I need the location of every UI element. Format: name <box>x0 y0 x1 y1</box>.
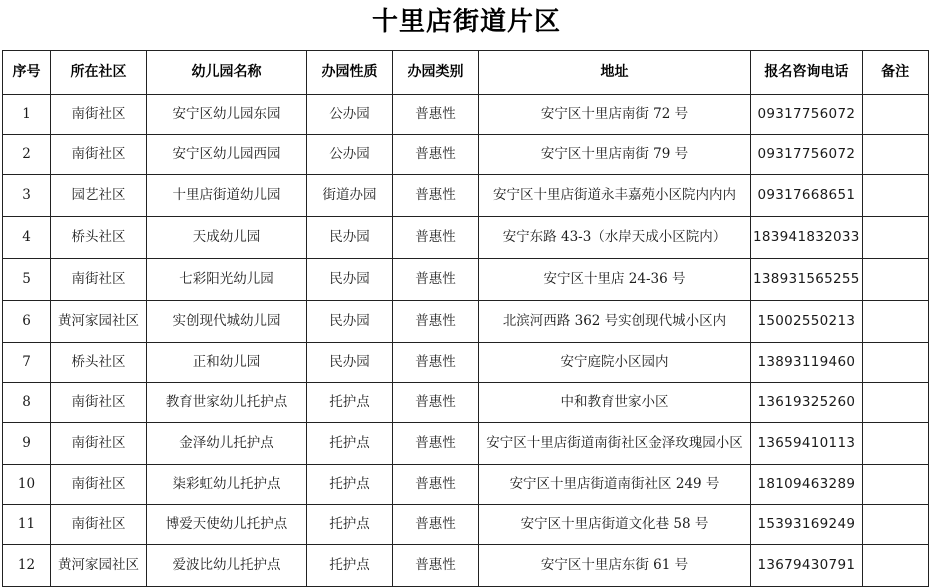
cell-address: 安宁区十里店街道南街社区 249 号 <box>479 465 751 505</box>
cell-remark <box>862 175 928 217</box>
cell-address: 安宁区十里店街道南街社区金泽玫瑰园小区 <box>479 423 751 465</box>
cell-index: 5 <box>3 259 51 301</box>
cell-phone: 15002550213 <box>751 301 863 343</box>
cell-phone: 09317756072 <box>751 95 863 135</box>
cell-nature: 民办园 <box>307 343 393 383</box>
header-community: 所在社区 <box>51 51 147 95</box>
table-row <box>3 301 929 343</box>
cell-phone: 15393169249 <box>751 505 863 545</box>
cell-nature: 托护点 <box>307 423 393 465</box>
cell-address: 安宁区十里店 24-36 号 <box>479 259 751 301</box>
cell-community: 南街社区 <box>51 259 147 301</box>
cell-community: 南街社区 <box>51 383 147 423</box>
cell-nature: 托护点 <box>307 383 393 423</box>
table-row <box>3 135 929 175</box>
table-row <box>3 175 929 217</box>
cell-index: 3 <box>3 175 51 217</box>
cell-remark <box>862 135 928 175</box>
cell-phone: 13619325260 <box>751 383 863 423</box>
cell-category: 普惠性 <box>393 465 479 505</box>
cell-remark <box>862 301 928 343</box>
cell-remark <box>862 465 928 505</box>
cell-index: 1 <box>3 95 51 135</box>
header-name: 幼儿园名称 <box>147 51 307 95</box>
cell-nature: 托护点 <box>307 505 393 545</box>
cell-community: 桥头社区 <box>51 217 147 259</box>
cell-index: 4 <box>3 217 51 259</box>
cell-community: 桥头社区 <box>51 343 147 383</box>
cell-address: 安宁区十里店南街 72 号 <box>479 95 751 135</box>
cell-phone: 18109463289 <box>751 465 863 505</box>
cell-community: 黄河家园社区 <box>51 301 147 343</box>
cell-name: 柒彩虹幼儿托护点 <box>147 465 307 505</box>
cell-remark <box>862 423 928 465</box>
cell-address: 安宁东路 43-3（水岸天成小区院内） <box>479 217 751 259</box>
cell-community: 南街社区 <box>51 505 147 545</box>
cell-remark <box>862 95 928 135</box>
cell-name: 安宁区幼儿园西园 <box>147 135 307 175</box>
cell-remark <box>862 545 928 587</box>
table-row <box>3 423 929 465</box>
cell-index: 2 <box>3 135 51 175</box>
table-row <box>3 343 929 383</box>
cell-community: 南街社区 <box>51 135 147 175</box>
cell-nature: 公办园 <box>307 95 393 135</box>
cell-category: 普惠性 <box>393 383 479 423</box>
cell-name: 十里店街道幼儿园 <box>147 175 307 217</box>
table-row <box>3 259 929 301</box>
cell-name: 天成幼儿园 <box>147 217 307 259</box>
cell-nature: 托护点 <box>307 465 393 505</box>
cell-category: 普惠性 <box>393 95 479 135</box>
cell-nature: 街道办园 <box>307 175 393 217</box>
cell-remark <box>862 343 928 383</box>
cell-address: 中和教育世家小区 <box>479 383 751 423</box>
table-row <box>3 465 929 505</box>
cell-nature: 民办园 <box>307 259 393 301</box>
cell-address: 安宁区十里店街道文化巷 58 号 <box>479 505 751 545</box>
cell-community: 南街社区 <box>51 465 147 505</box>
cell-name: 正和幼儿园 <box>147 343 307 383</box>
cell-category: 普惠性 <box>393 423 479 465</box>
cell-phone: 09317668651 <box>751 175 863 217</box>
header-index: 序号 <box>3 51 51 95</box>
cell-address: 安宁区十里店街道永丰嘉苑小区院内内内 <box>479 175 751 217</box>
cell-name: 安宁区幼儿园东园 <box>147 95 307 135</box>
table-row <box>3 217 929 259</box>
cell-category: 普惠性 <box>393 217 479 259</box>
cell-nature: 民办园 <box>307 301 393 343</box>
cell-phone: 09317756072 <box>751 135 863 175</box>
cell-index: 8 <box>3 383 51 423</box>
cell-category: 普惠性 <box>393 343 479 383</box>
cell-address: 安宁区十里店东街 61 号 <box>479 545 751 587</box>
cell-category: 普惠性 <box>393 259 479 301</box>
cell-community: 黄河家园社区 <box>51 545 147 587</box>
table-row <box>3 545 929 587</box>
cell-name: 教育世家幼儿托护点 <box>147 383 307 423</box>
cell-phone: 183941832033 <box>751 217 863 259</box>
cell-community: 南街社区 <box>51 95 147 135</box>
cell-nature: 民办园 <box>307 217 393 259</box>
cell-address: 安宁庭院小区园内 <box>479 343 751 383</box>
header-category: 办园类别 <box>393 51 479 95</box>
cell-community: 南街社区 <box>51 423 147 465</box>
cell-address: 北滨河西路 362 号实创现代城小区内 <box>479 301 751 343</box>
cell-phone: 13679430791 <box>751 545 863 587</box>
cell-remark <box>862 505 928 545</box>
cell-category: 普惠性 <box>393 301 479 343</box>
header-nature: 办园性质 <box>307 51 393 95</box>
cell-index: 6 <box>3 301 51 343</box>
cell-remark <box>862 259 928 301</box>
cell-category: 普惠性 <box>393 545 479 587</box>
table-row <box>3 505 929 545</box>
cell-address: 安宁区十里店南街 79 号 <box>479 135 751 175</box>
cell-name: 七彩阳光幼儿园 <box>147 259 307 301</box>
cell-nature: 公办园 <box>307 135 393 175</box>
cell-remark <box>862 383 928 423</box>
cell-name: 博爱天使幼儿托护点 <box>147 505 307 545</box>
cell-index: 12 <box>3 545 51 587</box>
cell-name: 金泽幼儿托护点 <box>147 423 307 465</box>
table-row <box>3 383 929 423</box>
cell-category: 普惠性 <box>393 135 479 175</box>
cell-nature: 托护点 <box>307 545 393 587</box>
cell-index: 10 <box>3 465 51 505</box>
cell-phone: 13893119460 <box>751 343 863 383</box>
header-remark: 备注 <box>862 51 928 95</box>
page-title: 十里店街道片区 <box>371 7 561 37</box>
cell-phone: 138931565255 <box>751 259 863 301</box>
cell-remark <box>862 217 928 259</box>
cell-category: 普惠性 <box>393 505 479 545</box>
cell-community: 园艺社区 <box>51 175 147 217</box>
cell-name: 实创现代城幼儿园 <box>147 301 307 343</box>
table-row <box>3 95 929 135</box>
table-header-row <box>3 51 929 95</box>
cell-index: 11 <box>3 505 51 545</box>
cell-category: 普惠性 <box>393 175 479 217</box>
cell-phone: 13659410113 <box>751 423 863 465</box>
cell-index: 7 <box>3 343 51 383</box>
header-phone: 报名咨询电话 <box>751 51 863 95</box>
cell-name: 爱波比幼儿托护点 <box>147 545 307 587</box>
cell-index: 9 <box>3 423 51 465</box>
header-address: 地址 <box>479 51 751 95</box>
kindergarten-table <box>2 50 929 587</box>
